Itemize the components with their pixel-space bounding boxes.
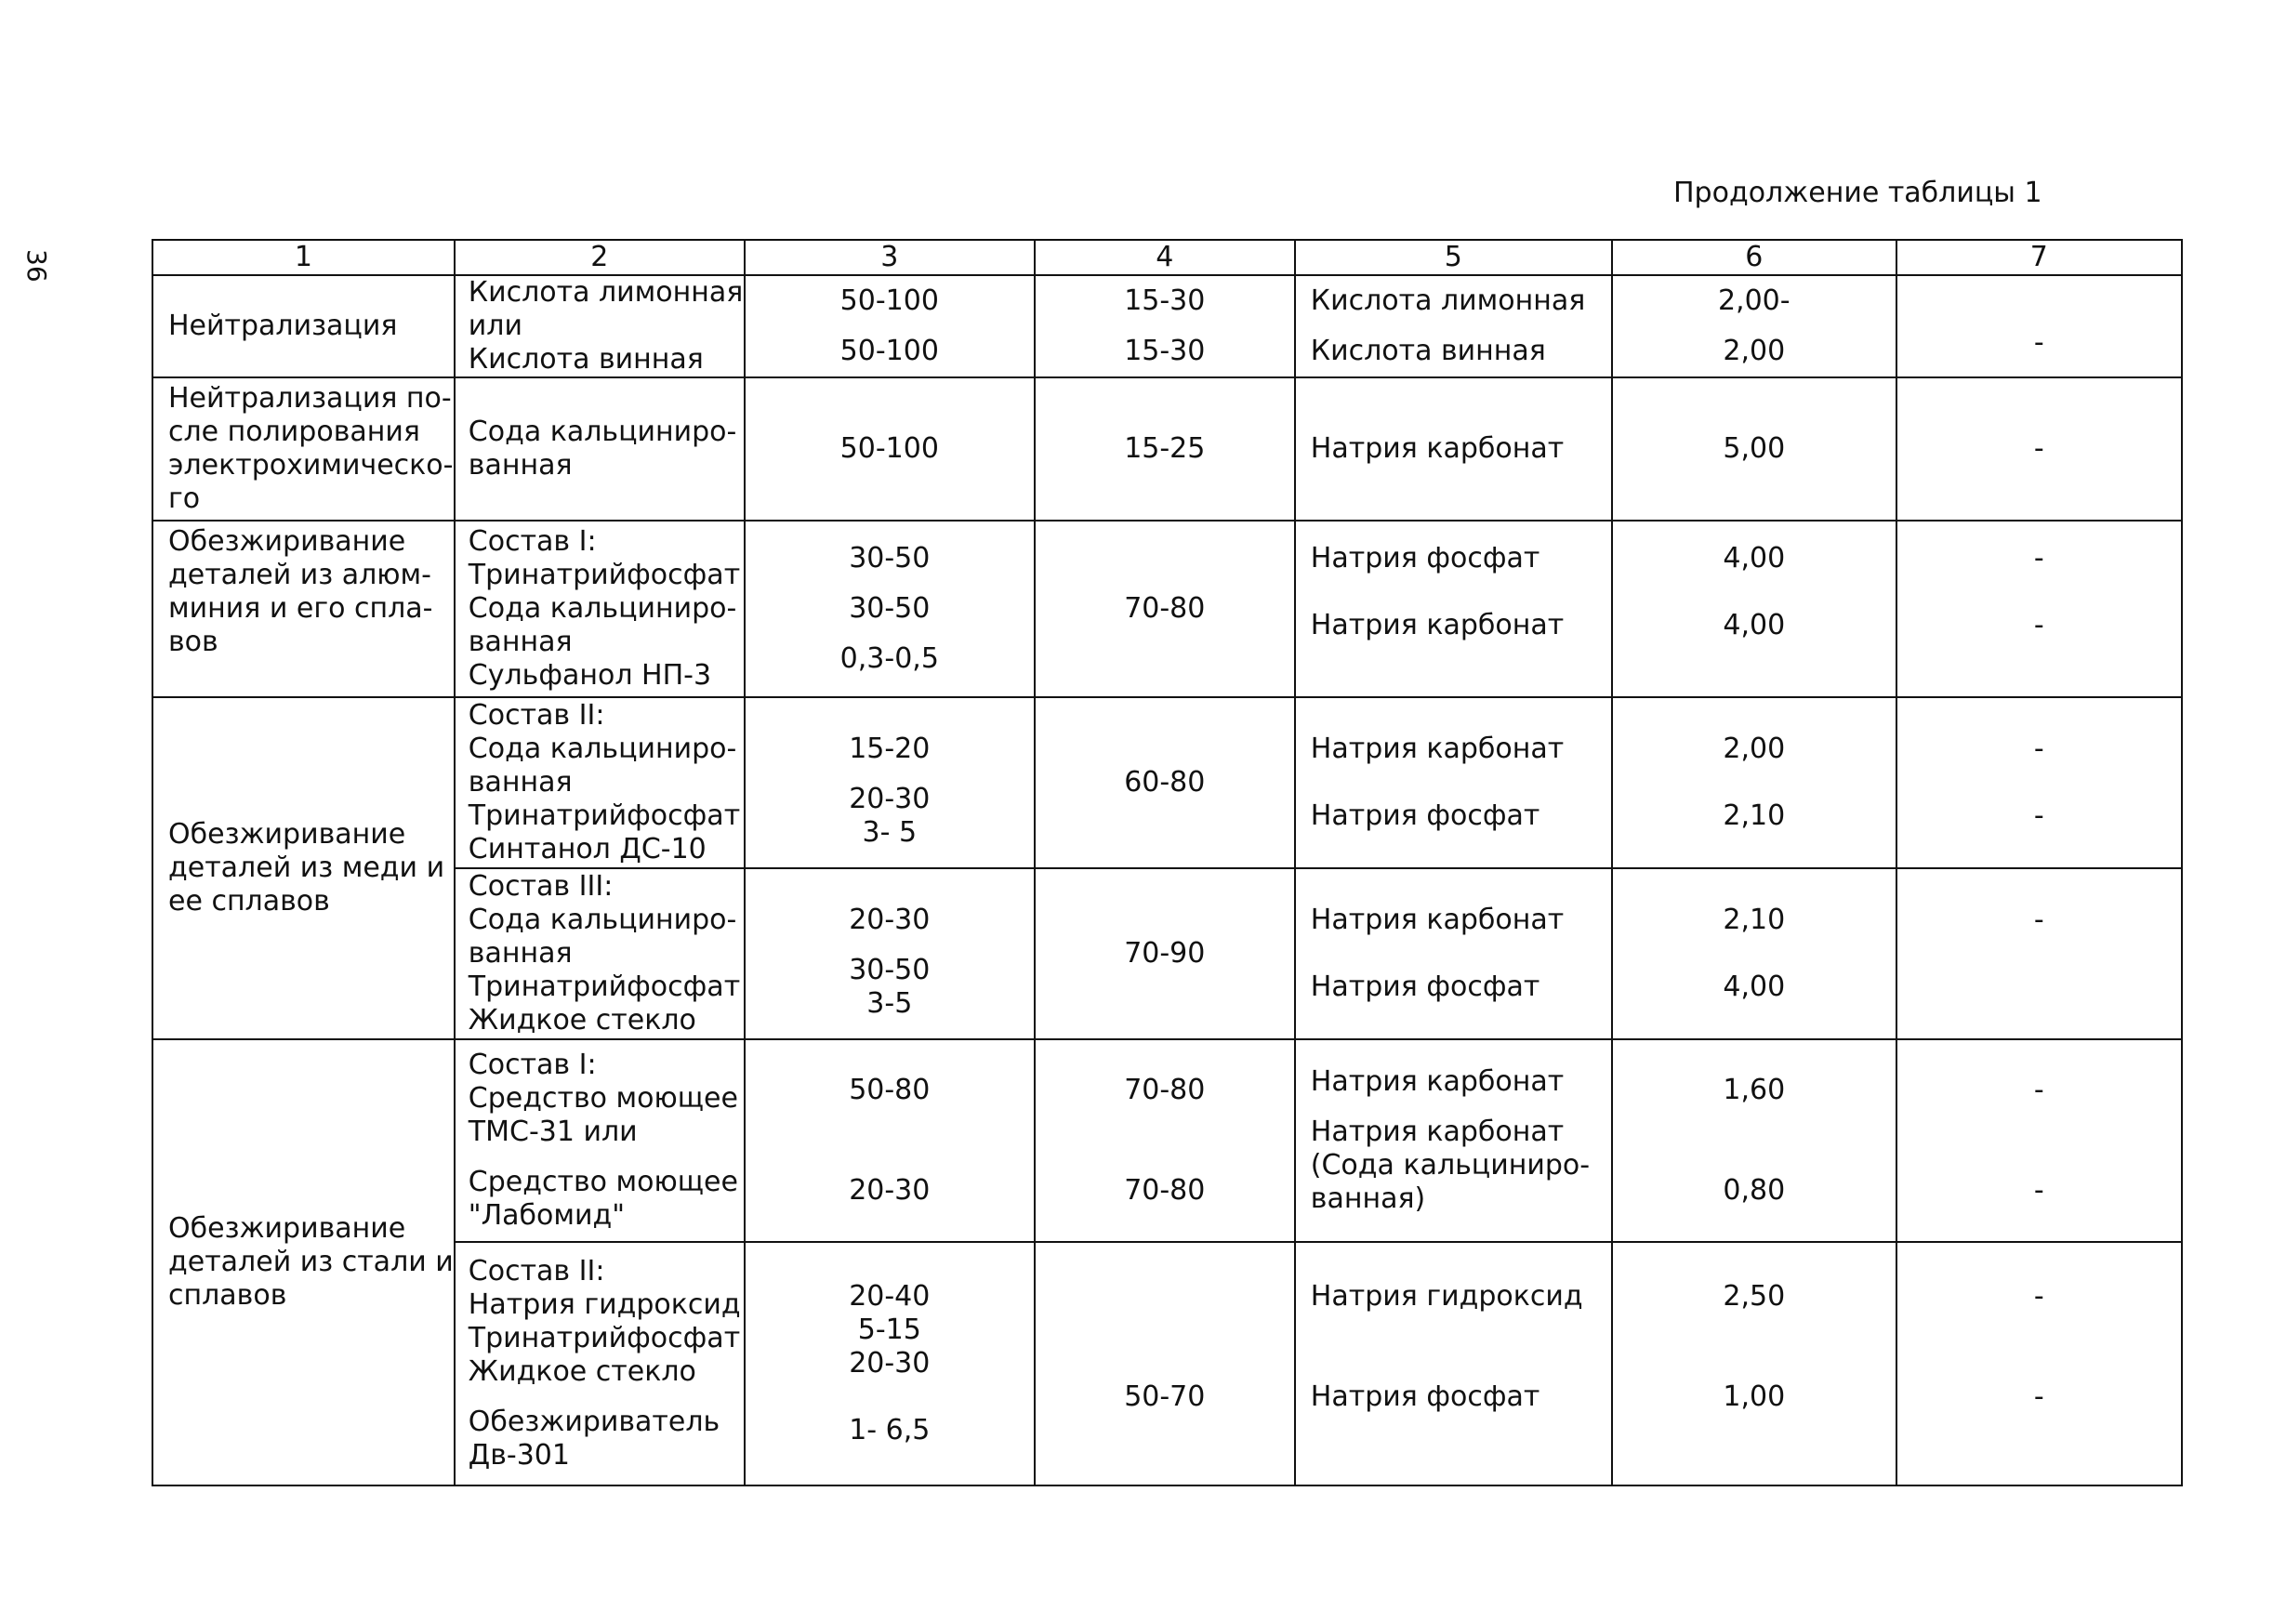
substance-cell: Кислота лимонная Кислота винная <box>1295 275 1612 377</box>
components-cell: Состав II: Сода кальциниро- ванная Тринатрийфосфат Синтанол ДС-10 <box>455 697 745 868</box>
operation-cell: Обезжиривание деталей из меди и ее сплавов <box>152 697 455 1039</box>
norm-cell: 2,10 4,00 <box>1612 868 1896 1039</box>
table-row <box>152 377 2182 521</box>
table-row <box>152 868 2182 1039</box>
components-cell: Состав III: Сода кальциниро- ванная Тринатрийфосфат Жидкое стекло <box>455 868 745 1039</box>
table <box>152 239 2183 1486</box>
concentration-cell: 30-50 30-50 0,3-0,5 <box>745 521 1035 697</box>
substance-cell: Натрия гидроксид Натрия фосфат <box>1295 1242 1612 1485</box>
col7-cell: - - <box>1896 697 2182 868</box>
concentration-cell: 50-100 50-100 <box>745 275 1035 377</box>
operation-cell: Обезжиривание деталей из стали и сплавов <box>152 1039 455 1485</box>
substance-cell: Натрия фосфат Натрия карбонат <box>1295 521 1612 697</box>
norm-cell: 5,00 <box>1612 377 1896 521</box>
temperature-cell: 15-30 15-30 <box>1035 275 1295 377</box>
col7-cell: - - <box>1896 1039 2182 1242</box>
header-cell: 5 <box>1295 240 1612 275</box>
temperature-cell: 70-80 <box>1035 521 1295 697</box>
components-cell: Состав I: Средство моющее ТМС-31 или Средство моющее "Лабомид" <box>455 1039 745 1242</box>
operation-cell: Нейтрализация по- сле полирования электрохимическо- го <box>152 377 455 521</box>
col7-cell: - - <box>1896 521 2182 697</box>
temperature-cell: 50-70 <box>1035 1242 1295 1485</box>
header-cell: 7 <box>1896 240 2182 275</box>
col7-cell: - - <box>1896 1242 2182 1485</box>
components-cell: Сода кальциниро- ванная <box>455 377 745 521</box>
temperature-cell: 70-90 <box>1035 868 1295 1039</box>
table-row <box>152 521 2182 697</box>
norm-cell: 4,00 4,00 <box>1612 521 1896 697</box>
concentration-cell: 20-30 30-50 3-5 <box>745 868 1035 1039</box>
table-header-row <box>152 240 2182 275</box>
table-row <box>152 1242 2182 1485</box>
substance-cell: Натрия карбонат Натрия фосфат <box>1295 697 1612 868</box>
header-cell: 1 <box>152 240 455 275</box>
header-cell: 2 <box>455 240 745 275</box>
header-cell: 3 <box>745 240 1035 275</box>
norm-cell: 2,00- 2,00 <box>1612 275 1896 377</box>
concentration-cell: 50-80 20-30 <box>745 1039 1035 1242</box>
operation-cell: Нейтрализация <box>152 275 455 377</box>
temperature-cell: 15-25 <box>1035 377 1295 521</box>
substance-cell: Натрия карбонат Натрия фосфат <box>1295 868 1612 1039</box>
col7-cell: - <box>1896 868 2182 1039</box>
norm-cell: 1,60 0,80 <box>1612 1039 1896 1242</box>
operation-cell: Обезжиривание деталей из алюм- миния и его спла- вов <box>152 521 455 697</box>
header-cell: 6 <box>1612 240 1896 275</box>
table-row <box>152 1039 2182 1242</box>
substance-cell: Натрия карбонат <box>1295 377 1612 521</box>
concentration-cell: 20-40 5-15 20-30 1- 6,5 <box>745 1242 1035 1485</box>
norm-cell: 2,00 2,10 <box>1612 697 1896 868</box>
table-row <box>152 697 2182 868</box>
col7-cell: - <box>1896 377 2182 521</box>
norm-cell: 2,50 1,00 <box>1612 1242 1896 1485</box>
header-cell: 4 <box>1035 240 1295 275</box>
table-row <box>152 275 2182 377</box>
temperature-cell: 60-80 <box>1035 697 1295 868</box>
concentration-cell: 15-20 20-30 3- 5 <box>745 697 1035 868</box>
components-cell: Состав II: Натрия гидроксид Тринатрийфосфат Жидкое стекло Обезжириватель Дв-301 <box>455 1242 745 1485</box>
components-cell: Кислота лимонная или Кислота винная <box>455 275 745 377</box>
page-number: 36 <box>21 249 52 283</box>
substance-cell: Натрия карбонат Натрия карбонат (Сода кальциниро- ванная) <box>1295 1039 1612 1242</box>
temperature-cell: 70-80 70-80 <box>1035 1039 1295 1242</box>
concentration-cell: 50-100 <box>745 377 1035 521</box>
col7-cell: - <box>1896 275 2182 377</box>
table-continuation-label: Продолжение таблицы 1 <box>1673 177 2042 209</box>
components-cell: Состав I: Тринатрийфосфат Сода кальциниро- ванная Сульфанол НП-3 <box>455 521 745 697</box>
